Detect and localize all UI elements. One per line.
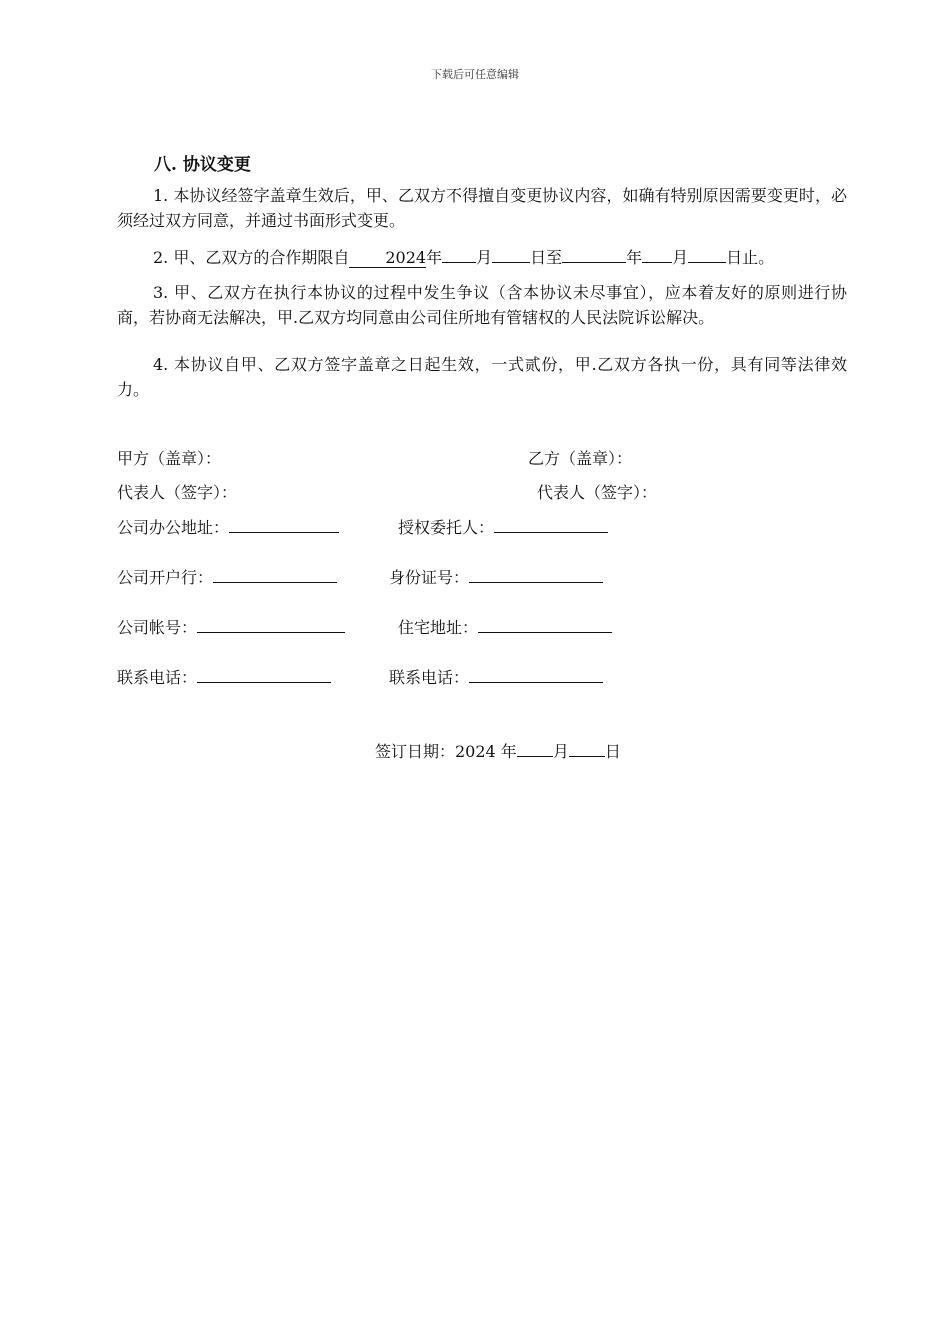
clause-3: 3. 甲、乙双方在执行本协议的过程中发生争议（含本协议未尽事宜），应本着友好的原则进行协商，若协商无法解决，甲.乙双方均同意由公司住所地有管辖权的人民法院诉讼解决。 <box>117 283 847 327</box>
id-number-label: 身份证号： <box>389 568 470 587</box>
clause-2-month2-label: 月 <box>672 248 689 267</box>
sign-date-month-blank <box>517 742 553 757</box>
account-blank <box>197 618 345 633</box>
home-address-blank <box>478 618 612 633</box>
home-address-label: 住宅地址： <box>398 618 479 637</box>
id-number-row <box>389 567 603 589</box>
clause-2-month-label: 月 <box>476 248 493 267</box>
sign-date-prefix: 签订日期：2024 年 <box>375 742 517 761</box>
sign-date-day-blank <box>569 742 605 757</box>
bank-label: 公司开户行： <box>117 568 214 587</box>
home-address-row <box>398 617 612 639</box>
clause-2-day-end-label: 日止。 <box>726 248 775 267</box>
clause-2-year-label: 年 <box>426 248 443 267</box>
account-row <box>117 617 345 639</box>
clause-2-end-year-blank <box>562 244 626 263</box>
party-b-rep-label: 代表人（签字）： <box>537 483 658 502</box>
clause-2-day-to-label: 日至 <box>530 248 563 267</box>
clause-2-start-day-blank <box>492 244 530 263</box>
clause-2-start-month-blank <box>442 244 476 263</box>
header-note: 下载后可任意编辑 <box>431 68 519 81</box>
office-address-row <box>117 517 339 539</box>
party-a-rep-label: 代表人（签字）： <box>117 483 238 502</box>
clause-2-end-month-blank <box>642 244 672 263</box>
phone-a-row <box>117 667 331 689</box>
phone-b-blank <box>469 668 603 683</box>
party-b-seal-label: 乙方（盖章）： <box>528 449 633 468</box>
id-number-blank <box>469 568 603 583</box>
clause-2-prefix: 2. 甲、乙双方的合作期限自 <box>153 248 350 267</box>
authorized-agent-label: 授权委托人： <box>398 518 495 537</box>
clause-2-end-day-blank <box>688 244 726 263</box>
section-title: 八. 协议变更 <box>154 155 251 175</box>
clause-2-year2-label: 年 <box>626 248 643 267</box>
account-label: 公司帐号： <box>117 618 198 637</box>
phone-b-label: 联系电话： <box>389 668 470 687</box>
authorized-agent-blank <box>494 518 608 533</box>
phone-a-label: 联系电话： <box>117 668 198 687</box>
authorized-agent-row <box>398 517 608 539</box>
clause-1: 1. 本协议经签字盖章生效后，甲、乙双方不得擅自变更协议内容，如确有特别原因需要变更时，必须经过双方同意，并通过书面形式变更。 <box>117 186 847 230</box>
phone-a-blank <box>197 668 331 683</box>
office-address-blank <box>229 518 339 533</box>
clause-2-start-year: 2024 <box>349 249 426 268</box>
phone-b-row <box>389 667 603 689</box>
sign-date-day-label: 日 <box>604 742 621 761</box>
sign-date-month-label: 月 <box>552 742 569 761</box>
office-address-label: 公司办公地址： <box>117 518 230 537</box>
sign-date-row <box>375 741 621 763</box>
party-a-seal-label: 甲方（盖章）： <box>117 449 222 468</box>
bank-blank <box>213 568 337 583</box>
clause-2 <box>117 244 847 270</box>
bank-row <box>117 567 337 589</box>
clause-4: 4. 本协议自甲、乙双方签字盖章之日起生效，一式贰份，甲.乙双方各执一份，具有同等法律效力。 <box>117 355 847 399</box>
